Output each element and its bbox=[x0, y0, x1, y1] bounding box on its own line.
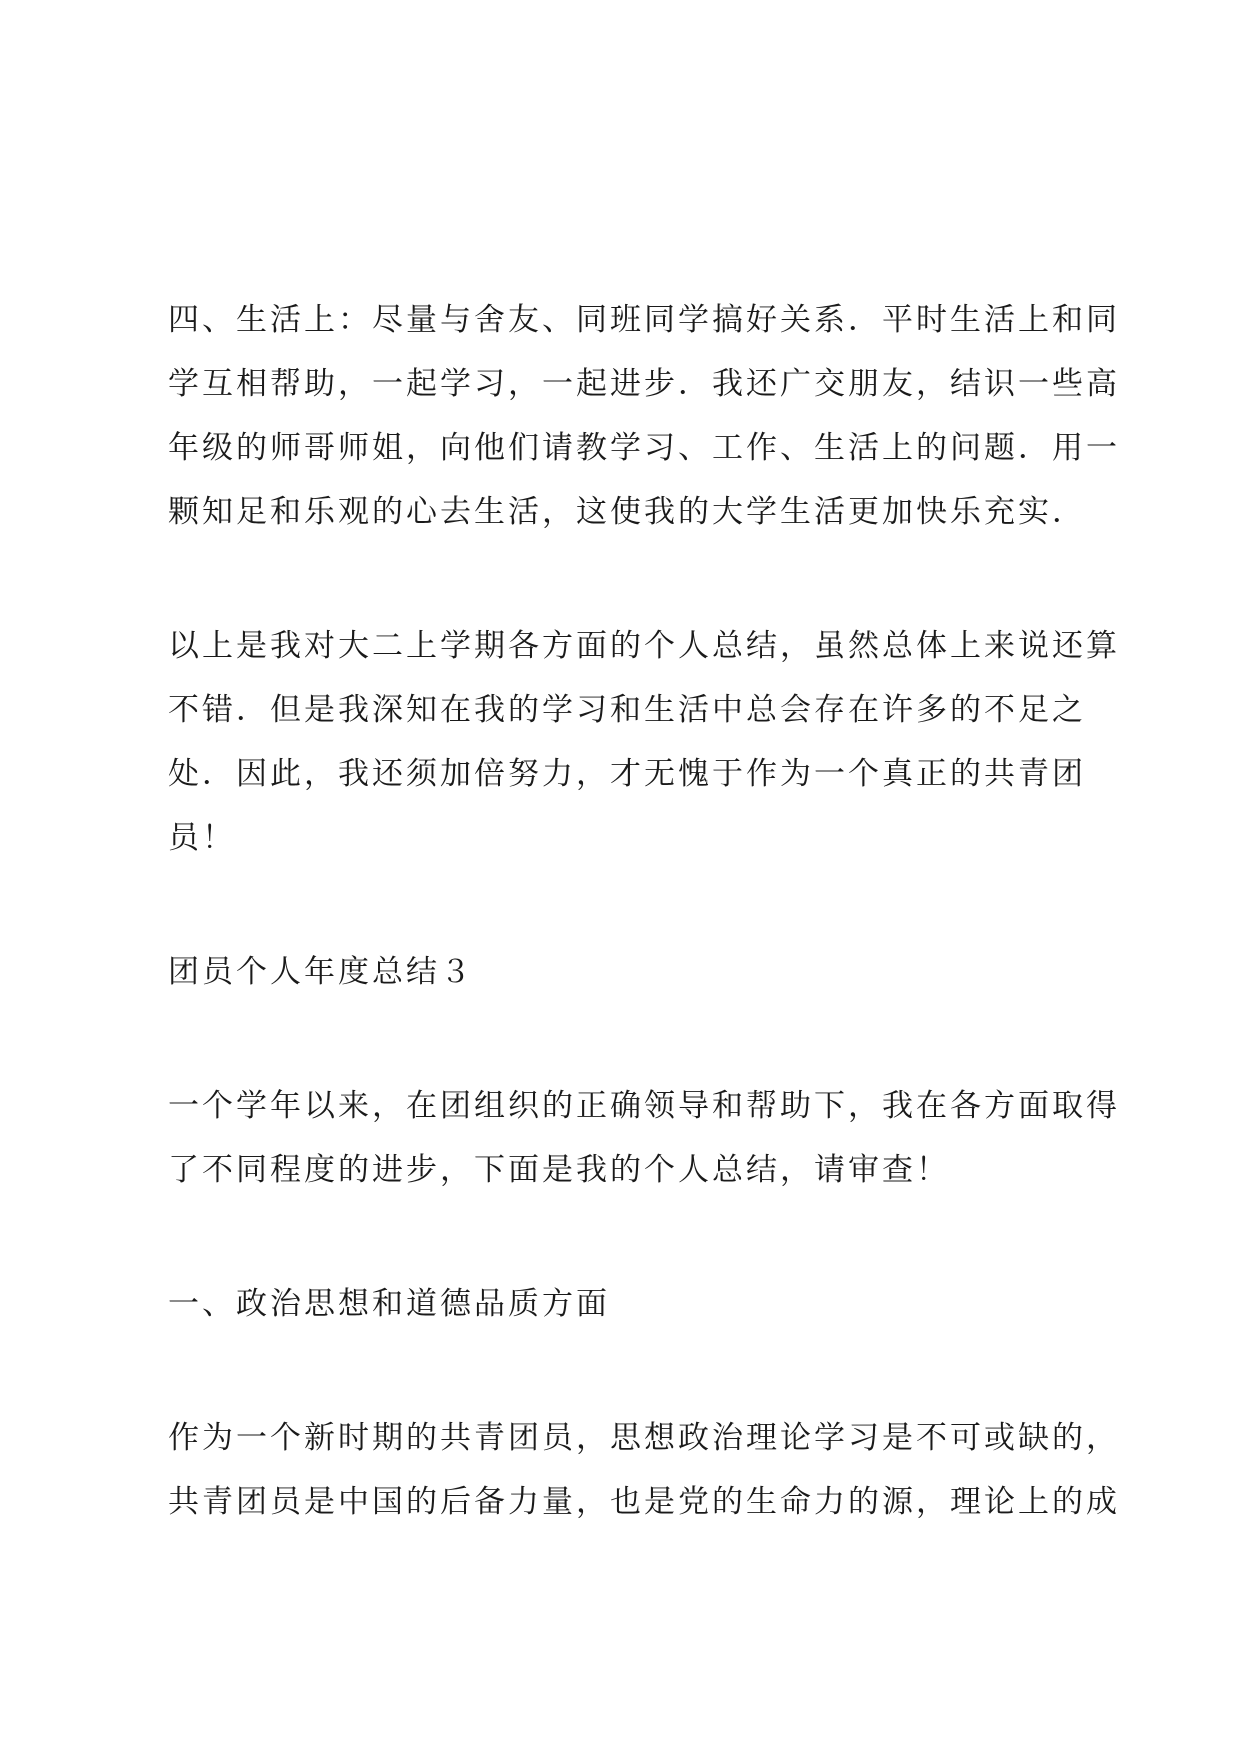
paragraph-spacer bbox=[168, 544, 1088, 614]
paragraph-spacer bbox=[168, 1004, 1088, 1074]
paragraph-spacer bbox=[168, 870, 1088, 940]
text-line: 作为一个新时期的共青团员，思想政治理论学习是不可或缺的， bbox=[168, 1420, 1120, 1456]
text-line: 以上是我对大二上学期各方面的个人总结，虽然总体上来说还算 bbox=[168, 628, 1120, 664]
heading-text: 团员个人年度总结３ bbox=[168, 954, 474, 990]
paragraph-spacer bbox=[168, 1202, 1088, 1272]
text-line: 不错．但是我深知在我的学习和生活中总会存在许多的不足之 bbox=[168, 692, 1086, 728]
paragraph-summary bbox=[168, 614, 1120, 870]
text-line: 了不同程度的进步，下面是我的个人总结，请审查！ bbox=[168, 1152, 950, 1188]
text-line: 四、生活上：尽量与舍友、同班同学搞好关系．平时生活上和同 bbox=[168, 302, 1120, 338]
section-heading-politics bbox=[168, 1272, 1088, 1336]
heading-text: 一、政治思想和道德品质方面 bbox=[168, 1286, 610, 1322]
paragraph-life bbox=[168, 288, 1120, 544]
text-line: 员！ bbox=[168, 820, 236, 856]
section-heading-summary-3 bbox=[168, 940, 1088, 1004]
text-line: 一个学年以来，在团组织的正确领导和帮助下，我在各方面取得 bbox=[168, 1088, 1120, 1124]
paragraph-politics bbox=[168, 1406, 1120, 1534]
paragraph-spacer bbox=[168, 1336, 1088, 1406]
text-line: 年级的师哥师姐，向他们请教学习、工作、生活上的问题．用一 bbox=[168, 430, 1120, 466]
document-body bbox=[168, 288, 1120, 1534]
text-line: 共青团员是中国的后备力量，也是党的生命力的源，理论上的成 bbox=[168, 1484, 1120, 1520]
paragraph-intro bbox=[168, 1074, 1120, 1202]
text-line: 学互相帮助，一起学习，一起进步．我还广交朋友，结识一些高 bbox=[168, 366, 1120, 402]
text-line: 处．因此，我还须加倍努力，才无愧于作为一个真正的共青团 bbox=[168, 756, 1086, 792]
text-line: 颗知足和乐观的心去生活，这使我的大学生活更加快乐充实． bbox=[168, 494, 1086, 530]
